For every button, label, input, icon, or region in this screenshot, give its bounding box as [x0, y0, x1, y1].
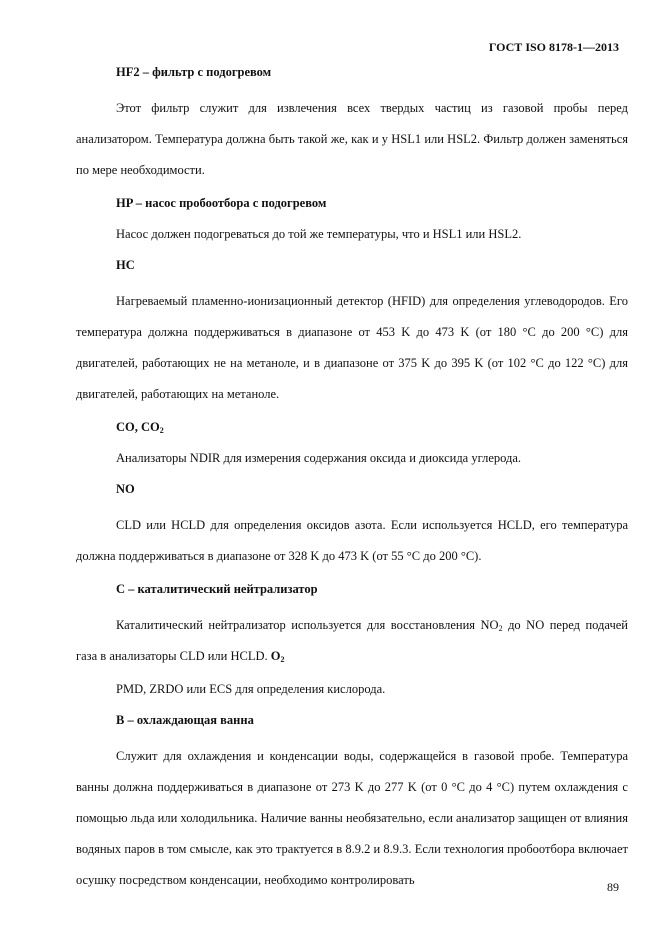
section-title-co-main: CO, CO [116, 420, 160, 434]
section-text-co: Анализаторы NDIR для измерения содержания оксида и диоксида углерода. [116, 451, 522, 465]
section-text-hf2: Этот фильтр служит для извлечения всех твердых частиц из газовой пробы перед анализатором. Температура должна быть такой же, как и у HSL1 или HSL2. Фильтр должен заменяться по мере необходимости. [76, 101, 628, 177]
section-title-no: NO [116, 482, 135, 496]
section-text-hp: Насос должен подогреваться до той же температуры, что и HSL1 или HSL2. [116, 227, 522, 241]
section-title-co [76, 417, 628, 448]
section-title-c: С – каталитический нейтрализатор [116, 582, 318, 596]
section-text-c-part1: Каталитический нейтрализатор используется для восстановления NO [116, 618, 499, 632]
section-title-hp: HP – насос пробоотбора с подогревом [116, 196, 327, 210]
section-text-o2: PMD, ZRDO или ECS для определения кислорода. [116, 682, 386, 696]
section-title-b: B – охлаждающая ванна [116, 713, 254, 727]
page-number: 89 [607, 880, 619, 894]
page-content [76, 62, 628, 903]
section-text-c [76, 610, 628, 672]
section-title-hc: HC [116, 258, 135, 272]
section-text-no: CLD или HCLD для определения оксидов азота. Если используется HCLD, его температура должна поддерживаться в диапазоне от 328 K до 473 K (от 55 °С до 200 °С). [76, 518, 628, 563]
document-header: ГОСТ ISO 8178-1—2013 [488, 40, 619, 54]
section-title-co-subscript: 2 [159, 426, 164, 435]
section-text-b: Служит для охлаждения и конденсации воды, содержащейся в газовой пробе. Температура ванны должна поддерживаться в диапазоне от 273 K до 277 K (от 0 °С до 4 °С) путем охлаждения с помощью льда или холодильника. Наличие ванны необязательно, если анализатор защищен от влияния водяных паров в том смысле, как это трактуется в 8.9.2 и 8.9.3. Если технология пробоотбора включает осушку посредством конденсации, необходимо контролировать [76, 749, 628, 887]
inline-title-o2-main: O [270, 649, 281, 663]
section-text-hc: Нагреваемый пламенно-ионизационный детектор (HFID) для определения углеводородов. Его температура должна поддерживаться в диапазоне от 453 K до 473 K (от 180 °С до 200 °С) для двигателей, работающих не на метаноле, и в диапазоне от 375 K до 395 K (от 102 °С до 122 °С) для двигателей, работающих на метаноле. [76, 294, 628, 401]
section-text-c-subscript: 2 [498, 624, 503, 633]
section-title-hf2: HF2 – фильтр с подогревом [116, 65, 272, 79]
inline-title-o2-subscript: 2 [280, 655, 285, 664]
section-text-c-part2: до NO перед подачей газа в анализаторы CLD или HCLD. [76, 618, 628, 663]
inline-title-o2 [271, 649, 285, 663]
